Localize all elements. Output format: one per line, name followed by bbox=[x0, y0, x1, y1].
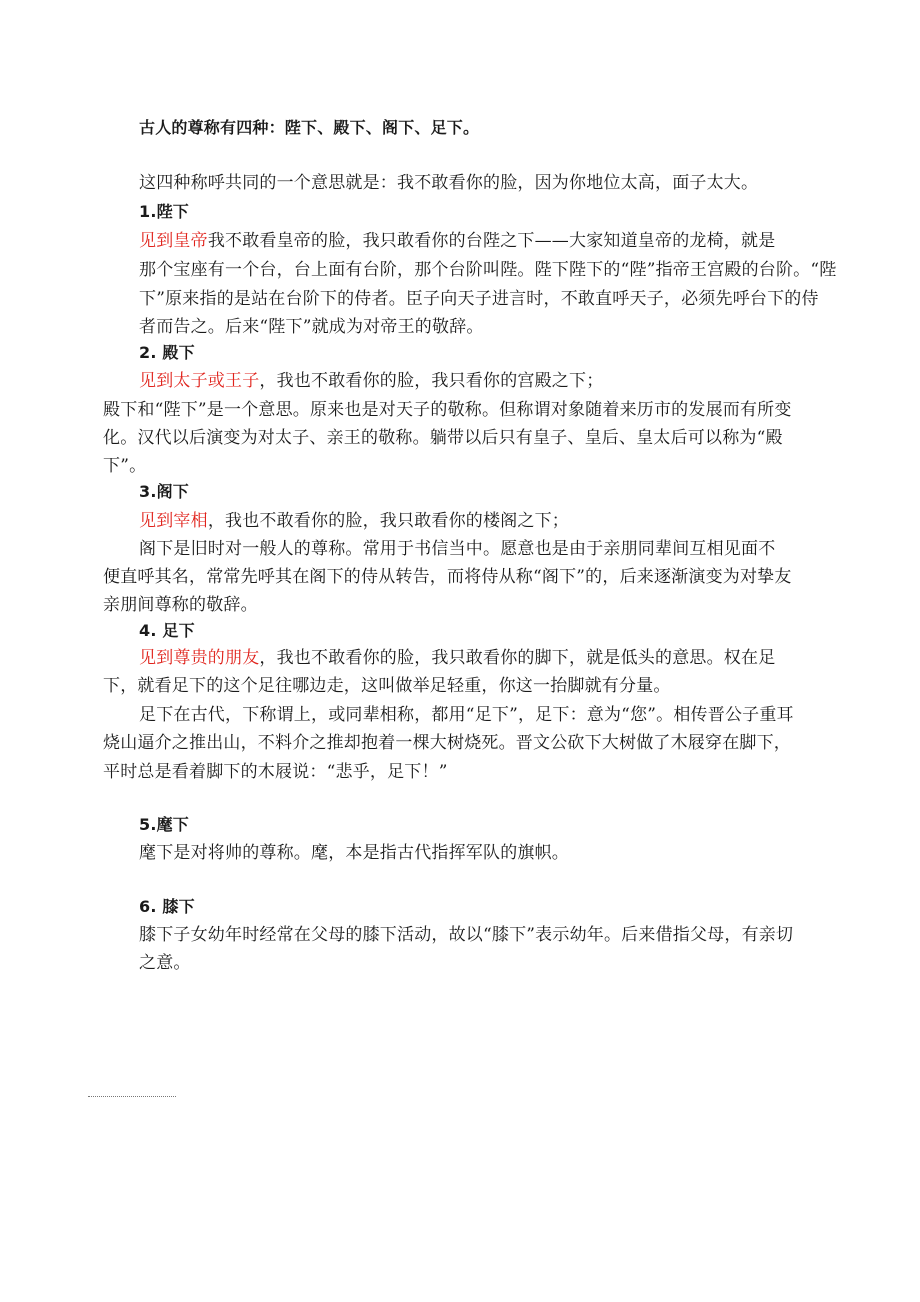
line-text: ，我也不敢看你的脸，我只敢看你的脚下，就是低头的意思。权在足 bbox=[259, 648, 776, 668]
section-heading-huixia: 5.麾下 bbox=[139, 815, 190, 834]
section-text-line bbox=[139, 645, 775, 671]
highlight-text: 见到皇帝 bbox=[139, 231, 208, 251]
highlight-text: 见到宰相 bbox=[139, 511, 208, 531]
highlight-text: 见到尊贵的朋友 bbox=[139, 648, 260, 668]
section-text-line: 亲朋间尊称的敬辞。 bbox=[103, 595, 258, 615]
section-text-line bbox=[139, 368, 603, 394]
section-text-line: 足下在古代，下称谓上，或同辈相称，都用“足下”，足下：意为“您”。相传晋公子重耳 bbox=[139, 705, 794, 725]
section-text-line: 阁下是旧时对一般人的尊称。常用于书信当中。愿意也是由于亲朋同辈间互相见面不 bbox=[139, 539, 776, 559]
intro-paragraph: 这四种称呼共同的一个意思就是：我不敢看你的脸，因为你地位太高，面子太大。 bbox=[139, 173, 759, 193]
section-text-line bbox=[139, 228, 775, 254]
section-text-line: 殿下和“陛下”是一个意思。原来也是对天子的敬称。但称谓对象随着来历市的发展而有所变 bbox=[103, 400, 792, 420]
line-text: ，我也不敢看你的脸，我只敢看你的楼阁之下； bbox=[207, 511, 570, 531]
line-text: 我不敢看皇帝的脸，我只敢看你的台陛之下——大家知道皇帝的龙椅，就是 bbox=[207, 231, 776, 251]
section-text-line: 麾下是对将帅的尊称。麾，本是指古代指挥军队的旗帜。 bbox=[139, 843, 569, 863]
section-heading-xixia: 6. 膝下 bbox=[139, 897, 195, 916]
footnote-separator bbox=[88, 1096, 176, 1097]
line-text: ，我也不敢看你的脸，我只看你的宫殿之下； bbox=[259, 371, 604, 391]
section-text-line: 那个宝座有一个台，台上面有台阶，那个台阶叫陛。陛下陛下的“陛”指帝王宫殿的台阶。“陛 bbox=[139, 260, 837, 280]
section-text-line: 化。汉代以后演变为对太子、亲王的敬称。躺带以后只有皇子、皇后、皇太后可以称为“殿 bbox=[103, 428, 783, 448]
section-heading-dianxia: 2. 殿下 bbox=[139, 343, 195, 362]
document-title: 古人的尊称有四种：陛下、殿下、阁下、足下。 bbox=[139, 118, 480, 137]
section-text-line: 膝下子女幼年时经常在父母的膝下活动，故以“膝下”表示幼年。后来借指父母，有亲切 bbox=[139, 925, 794, 945]
section-text-line: 平时总是看着脚下的木屐说：“悲乎，足下！” bbox=[103, 762, 448, 782]
section-text-line: 下，就看足下的这个足往哪边走，这叫做举足轻重，你这一抬脚就有分量。 bbox=[103, 676, 671, 696]
section-text-line: 者而告之。后来“陛下”就成为对帝王的敬辞。 bbox=[139, 317, 484, 337]
section-heading-bixia: 1.陛下 bbox=[139, 202, 190, 221]
section-text-line bbox=[139, 508, 569, 534]
section-text-line: 便直呼其名，常常先呼其在阁下的侍从转告，而将侍从称“阁下”的，后来逐渐演变为对挚友 bbox=[103, 567, 792, 587]
section-heading-zuxia: 4. 足下 bbox=[139, 621, 195, 640]
section-text-line: 下”原来指的是站在台阶下的侍者。臣子向天子进言时，不敢直呼天子，必须先呼台下的侍 bbox=[139, 289, 819, 309]
section-text-line: 之意。 bbox=[139, 953, 191, 973]
section-heading-gexia: 3.阁下 bbox=[139, 482, 190, 501]
section-text-line: 下”。 bbox=[103, 456, 147, 476]
highlight-text: 见到太子或王子 bbox=[139, 371, 260, 391]
section-text-line: 烧山逼介之推出山，不料介之推却抱着一棵大树烧死。晋文公砍下大树做了木屐穿在脚下， bbox=[103, 733, 791, 753]
